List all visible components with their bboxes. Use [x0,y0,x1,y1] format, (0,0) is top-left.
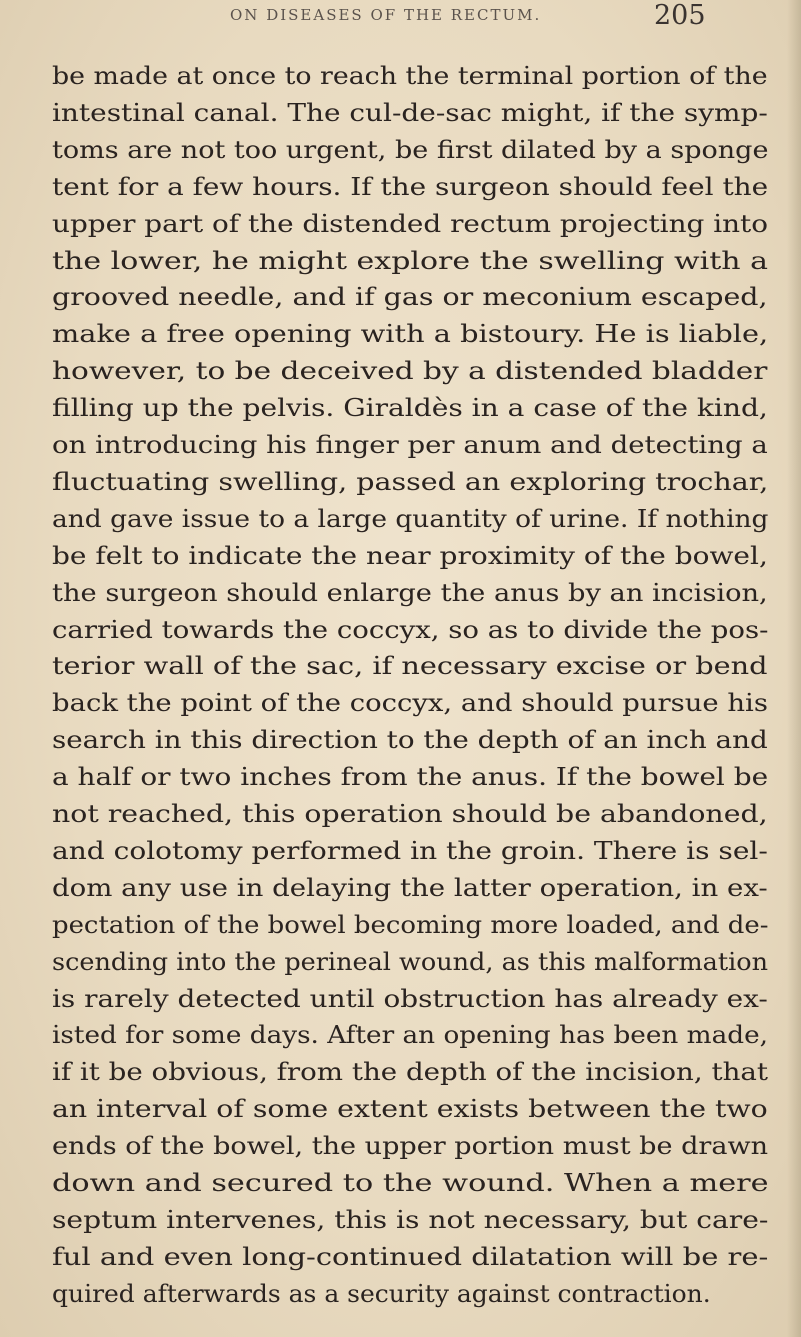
text-line: upper part of the distended rectum projecting into [52,209,769,238]
running-head: ON DISEASES OF THE RECTUM. [230,6,542,24]
text-line: isted for some days. After an opening has been made, [52,1021,768,1050]
text-line: and gave issue to a large quantity of urine. If nothing [52,504,769,533]
page-edge-shadow [787,0,801,1337]
text-line: is rarely detected until obstruction has already ex- [52,984,768,1013]
text-line: dom any use in delaying the latter operation, in ex- [52,873,768,902]
text-line: an interval of some extent exists between the two [52,1095,768,1124]
text-line: terior wall of the sac, if necessary excise or bend [52,652,768,681]
text-line: back the point of the coccyx, and should pursue his [52,689,768,718]
text-line: pectation of the bowel becoming more loaded, and de- [52,910,769,939]
text-line: toms are not too urgent, be first dilated by a sponge [52,135,769,164]
text-line: fluctuating swelling, passed an exploring trochar, [52,467,769,496]
text-line: the surgeon should enlarge the anus by an incision, [52,578,768,607]
text-line: intestinal canal. The cul-de-sac might, if the symp- [52,98,768,127]
text-line: search in this direction to the depth of an inch and [52,726,768,755]
text-line: make a free opening with a bistoury. He is liable, [52,320,769,349]
text-line: ful and even long-continued dilatation will be re- [52,1242,769,1271]
text-line: if it be obvious, from the depth of the incision, that [52,1058,769,1087]
text-line: on introducing his finger per anum and detecting a [52,431,768,459]
text-line: filling up the pelvis. Giraldès in a case of the kind, [52,394,768,423]
text-line: a half or two inches from the anus. If the bowel be [52,763,769,792]
page-number: 205 [654,0,706,31]
text-line: tent for a few hours. If the surgeon should feel the [52,172,769,201]
text-line: ends of the bowel, the upper portion must be drawn [52,1132,769,1161]
text-line: quired afterwards as a security against contraction. [52,1279,711,1308]
text-line: and colotomy performed in the groin. There is sel- [52,836,768,865]
text-line: down and secured to the wound. When a mere [52,1169,769,1197]
text-line: scending into the perineal wound, as this malformation [52,947,769,976]
text-line: however, to be deceived by a distended bladder [52,357,768,386]
text-line: not reached, this operation should be abandoned, [52,800,768,828]
text-line: septum intervenes, this is not necessary, but care- [52,1205,769,1234]
text-line: the lower, he might explore the swelling with a [52,246,769,275]
text-line: be made at once to reach the terminal portion of the [52,62,768,90]
text-line: grooved needle, and if gas or meconium escaped, [52,283,768,312]
text-line: be felt to indicate the near proximity of the bowel, [52,541,768,570]
text-line: carried towards the coccyx, so as to divide the pos- [52,615,769,644]
